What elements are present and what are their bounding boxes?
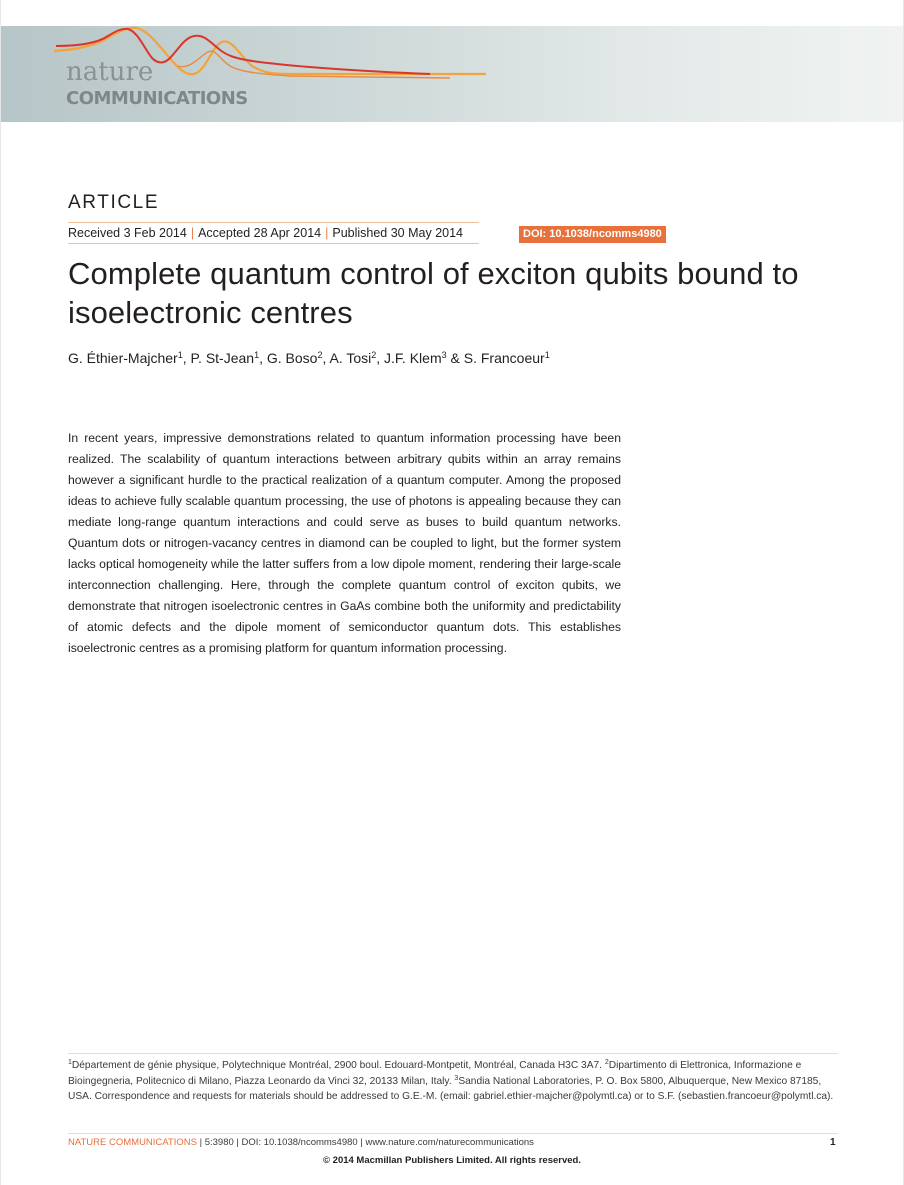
date-separator: | [190, 226, 195, 240]
author-name[interactable]: J.F. Klem [384, 350, 442, 366]
top-margin [0, 0, 904, 26]
affiliation-mark: 2 [317, 350, 323, 360]
copyright-notice: © 2014 Macmillan Publishers Limited. All rights reserved. [323, 1155, 581, 1166]
logo-wordmark-nature: nature [66, 57, 154, 87]
publication-dates [68, 222, 479, 244]
affiliation-mark: 2 [604, 1059, 609, 1066]
abstract: In recent years, impressive demonstrations related to quantum information processing have been realized. The scalability of quantum interactions between arbitrary qubits within an array remains however a significant hurdle to the practical realization of a quantum computer. Among the proposed ideas to achieve fully scalable quantum processing, the use of photons is appealing because they can mediate long-range quantum interactions and could serve as buses to build quantum networks. Quantum dots or nitrogen-vacancy centres in diamond can be coupled to light, but the former system lacks optical homogeneity while the latter suffers from a low dipole moment, rendering their large-scale interconnection challenging. Here, through the complete quantum control of exciton qubits, we demonstrate that nitrogen isoelectronic centres in GaAs combine both the uniformity and predictability of atomic defects and the dipole moment of semiconductor quantum dots. This establishes isoelectronic centres as a promising platform for quantum information processing. [68, 431, 621, 655]
affiliation-mark: 1 [254, 350, 260, 360]
footer-divider [68, 1133, 838, 1134]
article-type-label: ARTICLE [68, 192, 160, 213]
author-separator: , [182, 350, 191, 366]
affiliation-mark: 1 [177, 350, 183, 360]
author-separator: , [259, 350, 267, 366]
affiliation-mark: 3 [454, 1074, 459, 1082]
affiliation-1: Département de génie physique, Polytechnique Montréal, 2900 boul. Edouard-Montpetit, Montréal, Canada H3C 3A7. [71, 1060, 605, 1071]
author-name[interactable]: S. Francoeur [463, 350, 545, 366]
affiliations [68, 1058, 838, 1105]
author-list [68, 348, 550, 368]
affiliation-mark: 3 [441, 350, 447, 360]
affiliation-2: Dipartimento di Elettronica, Informazione e Bioingegneria, Politecnico di Milano, Piazza Leonardo da Vinci 32, 20133 Milan, Italy. [68, 1060, 802, 1087]
footer-journal-name: NATURE COMMUNICATIONS [68, 1137, 197, 1148]
footer-separator: | [196, 1137, 205, 1148]
author-name[interactable]: G. Boso [266, 350, 318, 366]
author-separator: , [322, 350, 330, 366]
affiliation-3: Sandia National Laboratories, P. O. Box 5800, Albuquerque, New Mexico 87185, USA. Correspondence and requests for materials should be addressed to G.E.-M. (email: gabriel.ethier-majcher@polymtl.ca) or to S.F. (sebastien.francoeur@polymtl.ca). [68, 1075, 834, 1102]
affiliations-divider [68, 1053, 838, 1054]
received-date: Received 3 Feb 2014 [68, 226, 187, 240]
page-number: 1 [830, 1137, 836, 1148]
article-title: Complete quantum control of exciton qubits bound to isoelectronic centres [68, 256, 799, 330]
author-name[interactable]: G. Éthier-Majcher [68, 350, 178, 366]
affiliation-mark: 1 [68, 1059, 72, 1066]
accepted-date: Accepted 28 Apr 2014 [198, 226, 322, 240]
footer-separator: | [357, 1137, 366, 1148]
date-separator: | [325, 226, 329, 240]
doi-badge[interactable]: DOI: 10.1038/ncomms4980 [519, 226, 666, 243]
page-footer [68, 1136, 838, 1149]
affiliation-mark: 2 [371, 350, 377, 360]
logo-wordmark-communications: COMMUNICATIONS [66, 88, 248, 109]
author-name[interactable]: P. St-Jean [190, 350, 255, 366]
footer-volume: 5:3980 [204, 1137, 234, 1148]
author-separator: , [376, 350, 385, 366]
affiliation-mark: 1 [544, 350, 550, 360]
published-date: Published 30 May 2014 [332, 226, 464, 240]
author-name[interactable]: A. Tosi [329, 350, 372, 366]
footer-url[interactable]: www.nature.com/naturecommunications [365, 1137, 534, 1148]
footer-separator: | [233, 1137, 242, 1148]
author-separator: & [446, 350, 464, 366]
footer-doi[interactable]: DOI: 10.1038/ncomms4980 [241, 1137, 358, 1148]
